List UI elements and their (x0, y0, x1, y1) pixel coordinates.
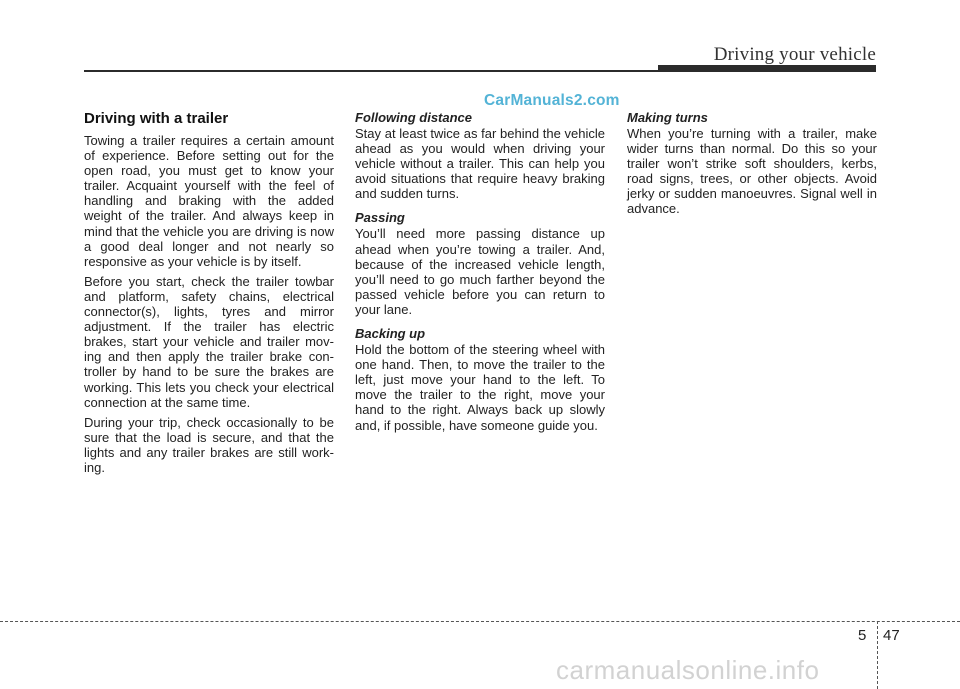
column-3 (627, 110, 877, 226)
header-rule-accent (658, 65, 876, 72)
paragraph: Before you start, check the trailer towbar and platform, safety chains, electrical connector(s), lights, tyres and mirror adjustment. If the trailer has electric brakes, start your vehicle and trailer moving and then apply the trailer brake controller by hand to be sure the brakes are working. This lets you check your electrical connection at the same time. (84, 273, 334, 410)
page-number: 47 (883, 627, 900, 644)
page-number-divider (877, 621, 878, 689)
section-backing-up (355, 326, 605, 433)
paragraph: Towing a trailer requires a certain amount of experience. Before setting out for the open road, you must get to know your trailer. Acquaint yourself with the feel of handling and braking with the added weight of the trailer. And always keep in mind that the vehicle you are driving is now a good deal longer and not nearly so responsive as your vehicle is by itself. (84, 133, 334, 269)
subheading: Following distance (355, 110, 473, 125)
header-rule (84, 70, 660, 72)
column-1 (84, 110, 334, 480)
subheading: Backing up (355, 326, 426, 342)
watermark-top: CarManuals2.com (484, 92, 620, 109)
paragraph: You’ll need more passing distance up ahead when you’re towing a trailer. And, because of the increased vehicle length, you’ll need to go much farther beyond the passed vehicle before you can return to your lane. (355, 226, 605, 317)
section-passing (355, 210, 605, 317)
paragraph: When you’re turning with a trailer, make wider turns than normal. Do this so your trailer won’t strike soft shoulders, kerbs, road signs, trees, or other objects. Avoid jerky or sudden manoeuvres. Signal well in advance. (627, 126, 877, 217)
trailer-heading: Driving with a trailer (84, 110, 229, 127)
paragraph: Hold the bottom of the steering wheel with one hand. Then, to move the trailer to the left, just move your hand to the left. To move the trailer to the right, move your hand to the right. Always back up slowly and, if possible, have someone guide you. (355, 342, 605, 433)
subheading: Passing (355, 210, 405, 226)
subheading: Making turns (627, 110, 708, 125)
footer-divider (0, 621, 960, 622)
paragraph: Stay at least twice as far behind the vehicle ahead as you would when driving your vehicle without a trailer. This can help you avoid situations that require heavy braking and sudden turns. (355, 126, 605, 202)
chapter-number: 5 (858, 627, 867, 644)
paragraph: During your trip, check occasionally to be sure that the load is secure, and that the lights and any trailer brakes are still working. (84, 414, 334, 475)
column-2 (355, 110, 605, 442)
section-making-turns (627, 110, 877, 217)
section-title: Driving your vehicle (713, 44, 876, 65)
section-following-distance (355, 110, 605, 201)
watermark-bottom: carmanualsonline.info (556, 655, 820, 685)
